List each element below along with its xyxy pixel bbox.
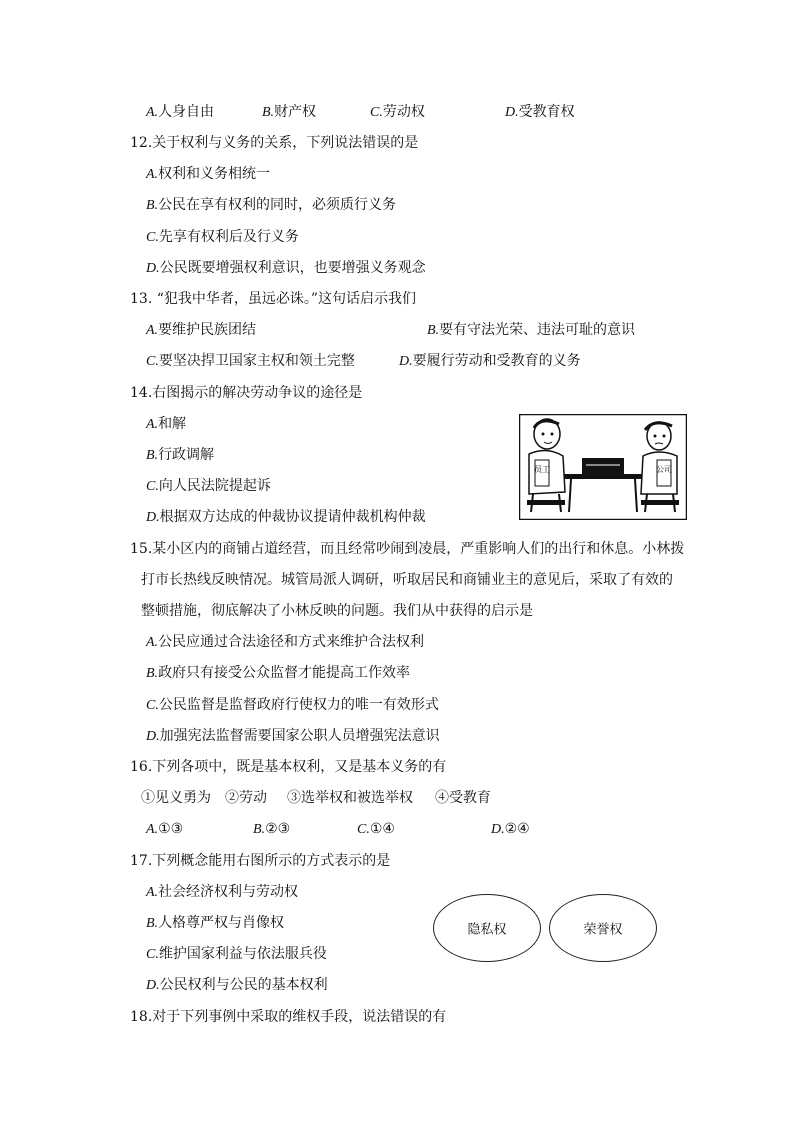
q15-option-d: D.加强宪法监督需要国家公职人员增强宪法意识 <box>146 728 440 744</box>
q15-option-b: B.政府只有接受公众监督才能提高工作效率 <box>146 665 411 681</box>
q14-option-d: D.根据双方达成的仲裁协议提请仲裁机构仲裁 <box>146 509 426 525</box>
diagram-label-right: 荣誉权 <box>583 922 623 938</box>
q16-option-b: B.②③ <box>253 821 291 837</box>
q16-option-a: A.①③ <box>146 821 184 837</box>
q17-option-c: C.维护国家利益与依法服兵役 <box>146 946 327 962</box>
q12-option-c: C.先享有权利后及行义务 <box>146 229 299 245</box>
q13-option-b: B.要有守法光荣、违法可耻的意识 <box>427 322 636 338</box>
q15-stem-line-1: 15.某小区内的商铺占道经营，而且经常吵闹到凌晨，严重影响人们的出行和休息。小林拨 <box>130 541 685 557</box>
q16-item-3: ③选举权和被选举权 <box>287 790 413 806</box>
diagram-ellipse-right <box>549 894 657 962</box>
q17-stem: 17.下列概念能用右图所示的方式表示的是 <box>130 853 391 869</box>
q11-option-c: C.劳动权 <box>370 104 425 120</box>
q15-stem-line-2: 打市长热线反映情况。城管局派人调研，听取居民和商铺业主的意见后，采取了有效的 <box>141 572 673 588</box>
document-icon <box>582 458 624 474</box>
q17-option-a: A.社会经济权利与劳动权 <box>146 884 299 900</box>
diagram-ellipse-left <box>433 894 541 962</box>
company-label: 公司 <box>656 465 672 474</box>
q16-item-2: ②劳动 <box>225 790 267 806</box>
q11-option-d: D.受教育权 <box>505 104 575 120</box>
q14-option-b: B.行政调解 <box>146 447 215 463</box>
q13-option-d: D.要履行劳动和受教育的义务 <box>399 353 581 369</box>
q16-option-c: C.①④ <box>357 821 395 837</box>
q13-stem: 13. “犯我中华者，虽远必诛。”这句话启示我们 <box>130 291 417 307</box>
q11-option-a: A.人身自由 <box>146 104 215 120</box>
q15-option-c: C.公民监督是监督政府行使权力的唯一有效形式 <box>146 697 439 713</box>
q16-item-1: ①见义勇为 <box>141 790 211 806</box>
q16-stem: 16.下列各项中，既是基本权利，又是基本义务的有 <box>130 759 447 775</box>
q14-option-c: C.向人民法院提起诉 <box>146 478 271 494</box>
q12-stem: 12.关于权利与义务的关系，下列说法错误的是 <box>130 135 419 151</box>
q12-option-d: D.公民既要增强权利意识，也要增强义务观念 <box>146 260 426 276</box>
arbitration-cartoon <box>519 414 687 520</box>
employee-label: 员工 <box>534 465 550 474</box>
q11-option-b: B.财产权 <box>262 104 317 120</box>
q13-option-c: C.要坚决捍卫国家主权和领土完整 <box>146 353 355 369</box>
diagram-label-left: 隐私权 <box>467 922 507 938</box>
q16-item-4: ④受教育 <box>435 790 491 806</box>
q16-option-d: D.②④ <box>491 821 530 837</box>
q17-option-d: D.公民权利与公民的基本权利 <box>146 977 328 993</box>
q15-option-a: A.公民应通过合法途径和方式来维护合法权利 <box>146 634 425 650</box>
q17-option-b: B.人格尊严权与肖像权 <box>146 915 285 931</box>
q15-stem-line-3: 整顿措施，彻底解决了小林反映的问题。我们从中获得的启示是 <box>141 603 533 619</box>
q12-option-b: B.公民在享有权利的同时，必须质行义务 <box>146 197 397 213</box>
q14-stem: 14.右图揭示的解决劳动争议的途径是 <box>130 385 363 401</box>
q14-option-a: A.和解 <box>146 416 187 432</box>
q12-option-a: A.权利和义务相统一 <box>146 166 271 182</box>
q18-stem: 18.对于下列事例中采取的维权手段，说法错误的有 <box>130 1009 447 1025</box>
q13-option-a: A.要维护民族团结 <box>146 322 257 338</box>
